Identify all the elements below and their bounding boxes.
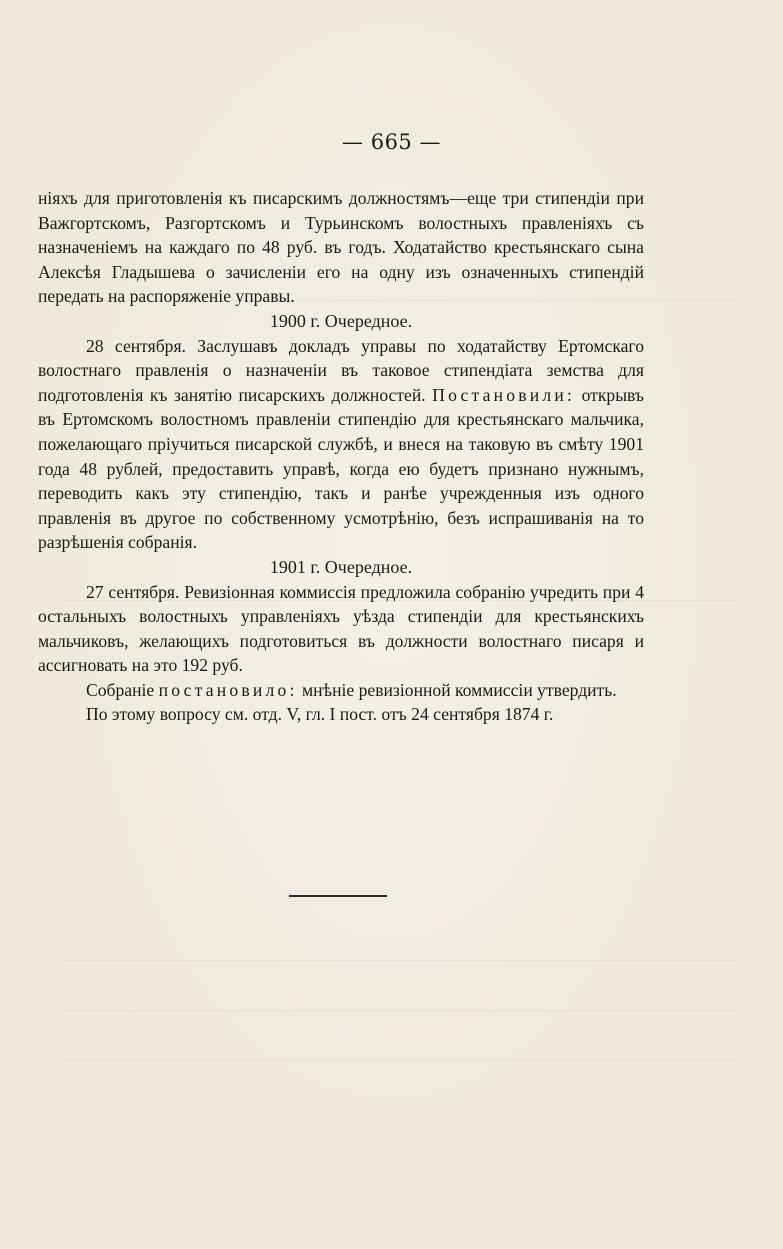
paragraph-1900	[38, 334, 644, 555]
bleed-through-line	[60, 960, 740, 961]
body-text	[38, 186, 644, 727]
resolved-word-1901: постановило:	[158, 679, 298, 700]
resolution-1901	[38, 678, 644, 703]
paragraph-1901: 27 сентября. Ревизіонная коммиссія предложила собранію учредить при 4 остальныхъ волостныхъ управленіяхъ уѣзда стипендіи для крестьянскихъ мальчиковъ, желающихъ подготовиться въ должности волостнаго писаря и ассигновать на это 192 руб.	[38, 581, 644, 676]
bleed-through-line	[60, 1060, 740, 1061]
paragraph-1900-text-after: открывъ въ Ертомскомъ волостномъ правленіи стипендію для крестьянскаго мальчика, пожелающаго пріучиться писарской службѣ, и внеся на таковую въ смѣту 1901 года 48 рублей, предоставить управѣ, когда ею будетъ признано нужнымъ, переводить какъ эту стипендію, такъ и ранѣе учрежденныя изъ одного правленія въ другое по собственному усмотрѣнію, безъ испрашиванія на то разрѣшенія собранія.	[38, 384, 644, 553]
reference-paragraph: По этому вопросу см. отд. V, гл. I пост. отъ 24 сентября 1874 г.	[86, 704, 554, 725]
closing-rule	[289, 895, 387, 897]
resolution-1901-after: мнѣніе ревизіонной коммиссіи утвердить.	[297, 679, 617, 700]
page-number: — 665 —	[342, 130, 441, 154]
resolved-word-1900: Постановили:	[432, 384, 576, 405]
heading-1900: 1900 г. Очередное.	[269, 310, 413, 331]
paragraph-1900-text-before: 28 сентября. Заслушавъ докладъ управы по ходатайству Ертомскаго волостнаго правленія о назначеніи въ таковое стипендіата земства для подготовленія къ занятію писарскихъ должностей.	[38, 335, 644, 405]
continuation-paragraph: ніяхъ для приготовленія къ писарскимъ должностямъ—еще три стипендіи при Важгортскомъ, Разгортскомъ и Турьинскомъ волостныхъ правленіяхъ съ назначеніемъ на каждаго по 48 руб. въ годъ. Ходатайство крестьянскаго сына Алексѣя Гладышева о зачисленіи его на одну изъ означенныхъ стипендій передать на распоряженіе управы.	[38, 188, 644, 307]
heading-1901: 1901 г. Очередное.	[269, 556, 413, 577]
resolution-1901-before: Собраніе	[86, 679, 159, 700]
bleed-through-line	[60, 1010, 740, 1011]
